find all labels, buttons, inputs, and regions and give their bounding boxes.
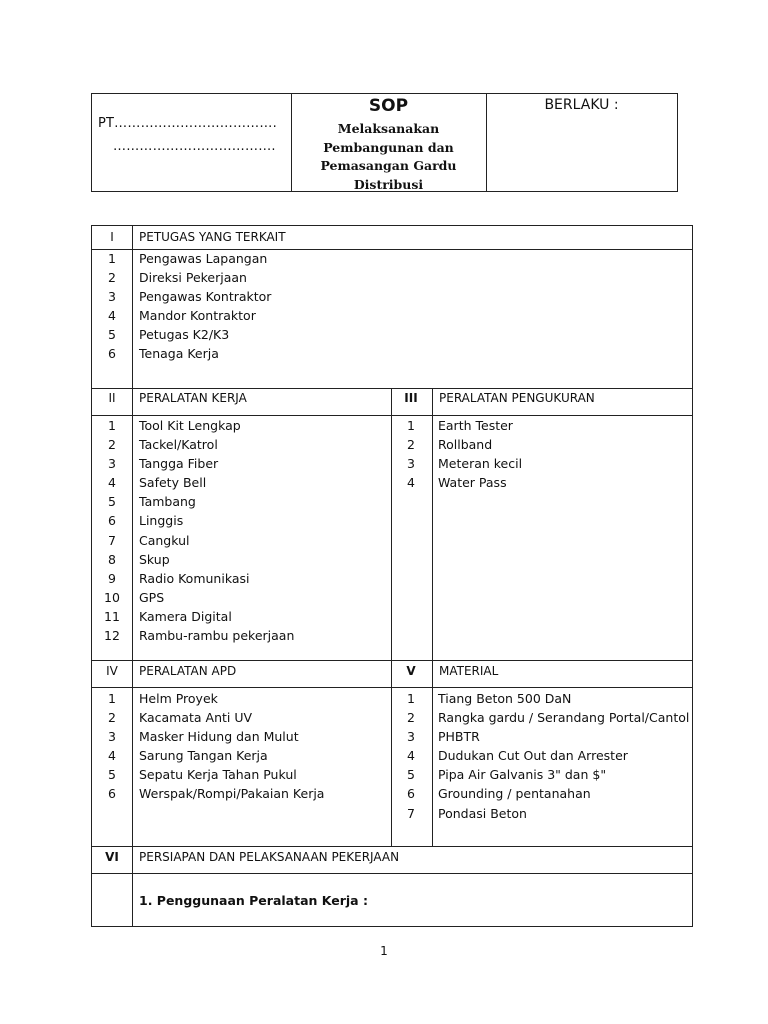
- item-text: Rambu-rambu pekerjaan: [139, 628, 295, 644]
- list-item: [92, 416, 294, 435]
- list-item: [391, 435, 522, 454]
- list-item: [92, 268, 271, 287]
- peralatan-kerja-list: [92, 416, 294, 645]
- item-text: Cangkul: [139, 532, 190, 548]
- list-item: [391, 784, 689, 803]
- item-number: 1: [407, 691, 415, 706]
- item-number: 5: [407, 767, 415, 783]
- list-item: [92, 306, 271, 325]
- section-number: III: [404, 391, 418, 405]
- berlaku-label: BERLAKU :: [544, 97, 619, 113]
- list-item: [92, 454, 294, 473]
- sop-subtitle-line: Pembangunan dan: [323, 139, 454, 155]
- item-text: GPS: [139, 589, 165, 605]
- item-text: Tool Kit Lengkap: [139, 418, 241, 433]
- item-text: Pengawas Kontraktor: [139, 289, 272, 305]
- item-text: Pengawas Lapangan: [139, 251, 268, 266]
- item-number: 6: [407, 786, 415, 802]
- item-number: 3: [407, 456, 415, 472]
- item-number: 4: [407, 475, 415, 491]
- list-item: [391, 454, 522, 473]
- row-divider: [92, 687, 692, 688]
- list-item: [391, 765, 689, 784]
- peralatan-apd-list: [92, 689, 324, 804]
- list-item: [92, 784, 324, 803]
- item-number: 4: [108, 748, 116, 764]
- item-text: Mandor Kontraktor: [139, 308, 256, 324]
- item-text: Meteran kecil: [438, 456, 523, 472]
- persiapan-first-item: 1. Penggunaan Peralatan Kerja :: [139, 893, 368, 908]
- item-text: Masker Hidung dan Mulut: [139, 729, 299, 745]
- item-text: Safety Bell: [139, 475, 207, 491]
- item-number: 7: [407, 805, 415, 821]
- item-text: Kamera Digital: [139, 608, 232, 624]
- item-text: Direksi Pekerjaan: [139, 270, 247, 286]
- list-item: [92, 708, 324, 727]
- berlaku-cell: [486, 94, 677, 191]
- list-item: [391, 727, 689, 746]
- row-divider: [92, 388, 692, 389]
- item-text: Radio Komunikasi: [139, 570, 250, 586]
- list-item: [92, 746, 324, 765]
- item-number: 5: [108, 494, 116, 510]
- item-text: Rollband: [438, 437, 493, 453]
- list-item: [92, 344, 271, 363]
- item-number: 9: [108, 570, 116, 586]
- list-item: [92, 727, 324, 746]
- section-number: II: [108, 391, 116, 405]
- item-number: 2: [108, 710, 116, 726]
- list-item: [92, 569, 294, 588]
- section-number: V: [406, 664, 416, 678]
- list-item: [92, 249, 271, 268]
- item-text: Tenaga Kerja: [139, 346, 219, 362]
- list-item: [92, 435, 294, 454]
- section-title: PERALATAN PENGUKURAN: [439, 391, 595, 405]
- item-number: 4: [108, 308, 116, 324]
- item-number: 3: [108, 289, 116, 305]
- item-number: 10: [104, 589, 120, 605]
- item-text: Dudukan Cut Out dan Arrester: [438, 748, 628, 764]
- item-number: 7: [108, 532, 116, 548]
- list-item: [92, 550, 294, 569]
- sop-header-table: [91, 93, 678, 192]
- item-text: Tambang: [139, 494, 196, 510]
- section-number: VI: [105, 850, 119, 864]
- item-text: Tackel/Katrol: [139, 437, 218, 453]
- row-divider: [92, 873, 692, 874]
- material-list: [391, 689, 689, 823]
- item-number: 12: [104, 628, 120, 644]
- item-number: 1: [108, 691, 116, 706]
- list-item: [92, 689, 324, 708]
- item-number: 3: [108, 456, 116, 472]
- item-number: 8: [108, 551, 116, 567]
- sop-title: SOP: [368, 96, 409, 116]
- item-text: Pipa Air Galvanis 3" dan $": [438, 767, 607, 783]
- company-cell: [92, 94, 292, 191]
- section-number: IV: [106, 664, 118, 678]
- item-number: 11: [104, 608, 120, 624]
- item-number: 4: [108, 475, 116, 491]
- list-item: [92, 626, 294, 645]
- sop-main-table: [91, 225, 693, 927]
- item-number: 5: [108, 327, 116, 343]
- item-number: 6: [108, 513, 116, 529]
- list-item: [92, 492, 294, 511]
- section-number: I: [110, 230, 114, 244]
- page-number: 1: [380, 944, 388, 958]
- company-name-line-2: ……………………………….: [113, 139, 276, 154]
- section-title: PERALATAN APD: [139, 664, 237, 678]
- sop-title-cell: [291, 94, 487, 191]
- list-item: [391, 689, 689, 708]
- item-number: 1: [407, 418, 415, 433]
- item-number: 2: [407, 437, 415, 453]
- list-item: [92, 325, 271, 344]
- item-text: Tiang Beton 500 DaN: [438, 691, 572, 706]
- sop-subtitle-line: Distribusi: [353, 176, 424, 192]
- sop-subtitle-line: Pemasangan Gardu: [320, 158, 457, 173]
- list-item: [92, 765, 324, 784]
- item-number: 2: [108, 270, 116, 286]
- list-item: [92, 531, 294, 550]
- section-title: PERALATAN KERJA: [139, 391, 247, 405]
- sop-subtitle-line: Melaksanakan: [337, 121, 440, 136]
- item-text: Skup: [139, 551, 170, 567]
- item-text: Water Pass: [438, 475, 507, 491]
- item-number: 1: [108, 251, 116, 266]
- item-number: 4: [407, 748, 415, 764]
- list-item: [92, 473, 294, 492]
- row-divider: [92, 660, 692, 661]
- row-divider: [92, 846, 692, 847]
- item-text: Earth Tester: [438, 418, 513, 433]
- item-number: 5: [108, 767, 116, 783]
- company-name-line-1: PT……………………………….: [98, 116, 277, 131]
- sop-subtitle: [291, 120, 486, 194]
- peralatan-pengukuran-list: [391, 416, 522, 492]
- list-item: [391, 473, 522, 492]
- item-text: Petugas K2/K3: [139, 327, 230, 343]
- list-item: [92, 607, 294, 626]
- section-title: MATERIAL: [439, 664, 499, 678]
- item-number: 2: [108, 437, 116, 453]
- item-text: Werspak/Rompi/Pakaian Kerja: [139, 786, 325, 802]
- section-title: PETUGAS YANG TERKAIT: [139, 230, 286, 244]
- item-text: Sepatu Kerja Tahan Pukul: [139, 767, 297, 783]
- item-text: Kacamata Anti UV: [139, 710, 253, 726]
- item-text: Sarung Tangan Kerja: [139, 748, 268, 764]
- petugas-list: [92, 249, 271, 364]
- item-number: 3: [108, 729, 116, 745]
- list-item: [92, 511, 294, 530]
- list-item: [391, 746, 689, 765]
- item-text: Rangka gardu / Serandang Portal/Cantol: [438, 710, 690, 726]
- list-item: [391, 804, 689, 823]
- list-item: [391, 416, 522, 435]
- item-text: Grounding / pentanahan: [438, 786, 591, 802]
- item-number: 6: [108, 346, 116, 362]
- item-text: Pondasi Beton: [438, 805, 527, 821]
- item-text: Tangga Fiber: [139, 456, 219, 472]
- item-text: Linggis: [139, 513, 184, 529]
- item-text: PHBTR: [438, 729, 480, 745]
- item-text: Helm Proyek: [139, 691, 218, 706]
- item-number: 3: [407, 729, 415, 745]
- item-number: 2: [407, 710, 415, 726]
- list-item: [391, 708, 689, 727]
- item-number: 6: [108, 786, 116, 802]
- list-item: [92, 287, 271, 306]
- list-item: [92, 588, 294, 607]
- section-title: PERSIAPAN DAN PELAKSANAAN PEKERJAAN: [139, 850, 400, 864]
- item-number: 1: [108, 418, 116, 433]
